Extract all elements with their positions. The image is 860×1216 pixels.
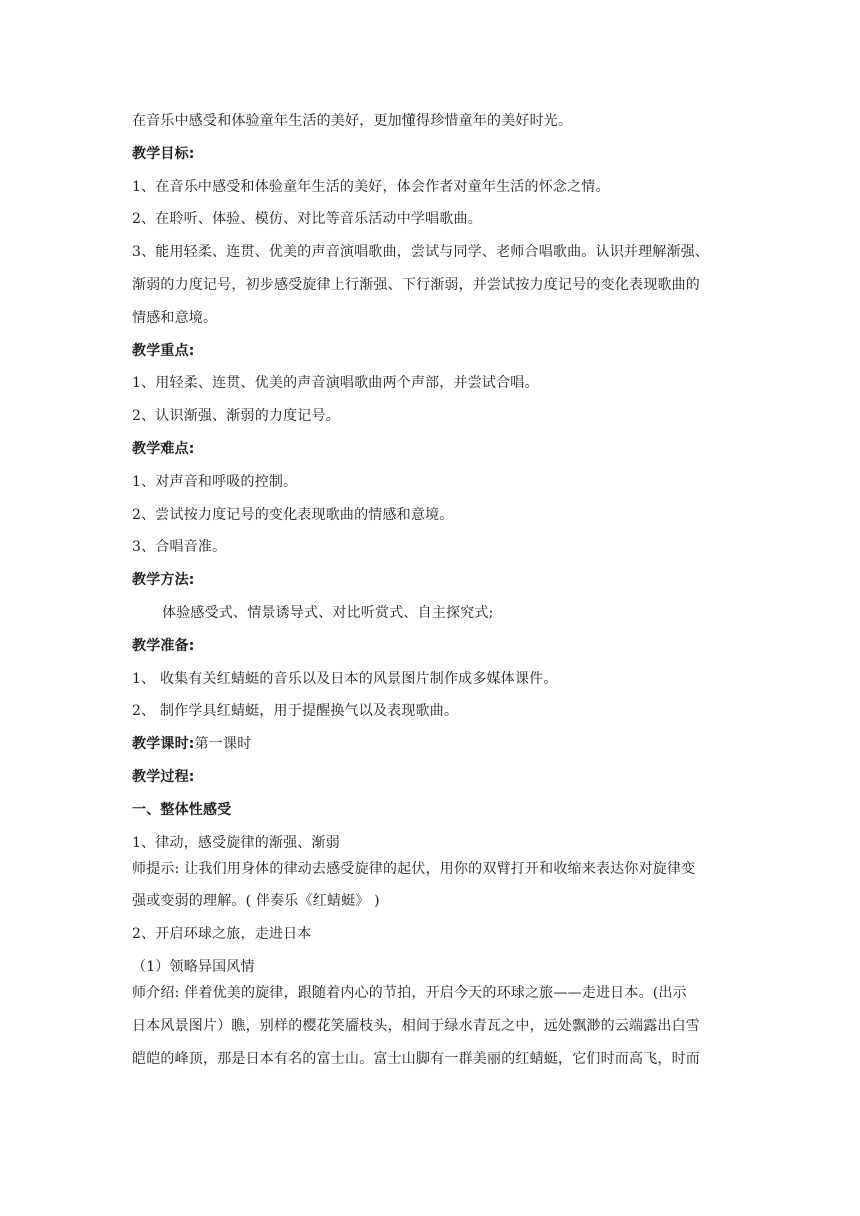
prep-heading: 教学准备:: [132, 637, 195, 654]
intro-text: 在音乐中感受和体验童年生活的美好，更加懂得珍惜童年的美好时光。: [132, 113, 573, 129]
process-heading: 教学过程:: [132, 768, 195, 785]
section-heading: 一、整体性感受: [132, 801, 232, 818]
goal-item: 3、能用轻柔、连贯、优美的声音演唱歌曲，尝试与同学、老师合唱歌曲。认识并理解渐强、: [132, 244, 710, 261]
step-text: 师介绍: 伴着优美的旋律，跟随着内心的节拍，开启今天的环球之旅——走进日本。(出示: [132, 984, 687, 1001]
methods-heading: 教学方法:: [132, 572, 195, 589]
key-point-item: 1、用轻柔、连贯、优美的声音演唱歌曲两个声部，并尝试合唱。: [132, 375, 539, 392]
step-text: 师提示: 让我们用身体的律动去感受旋律的起伏，用你的双臂打开和收缩来表达你对旋律变: [132, 860, 696, 877]
step-text: 日本风景图片）瞧，别样的樱花笑靥枝头，相间于绿水青瓦之中，远处飘渺的云端露出白雪: [132, 1017, 700, 1034]
goal-item: 1、在音乐中感受和体验童年生活的美好，体会作者对童年生活的怀念之情。: [132, 178, 610, 195]
goal-item-continued: 情感和意境。: [132, 309, 218, 326]
difficult-point-item: 2、尝试按力度记号的变化表现歌曲的情感和意境。: [132, 506, 454, 523]
goal-item: 2、在聆听、体验、模仿、对比等音乐活动中学唱歌曲。: [132, 211, 482, 228]
document-page: [132, 110, 732, 1080]
key-points-heading: 教学重点:: [132, 342, 195, 359]
difficult-point-item: 3、合唱音准。: [132, 539, 227, 556]
prep-item: 2、 制作学具红蜻蜓，用于提醒换气以及表现歌曲。: [132, 703, 459, 720]
prep-item: 1、 收集有关红蜻蜓的音乐以及日本的风景图片制作成多媒体课件。: [132, 670, 558, 687]
step-title: 2、开启环球之旅，走进日本: [132, 926, 312, 943]
goal-item-continued: 渐弱的力度记号，初步感受旋律上行渐强、下行渐弱，并尝试按力度记号的变化表现歌曲的: [132, 276, 700, 293]
goals-heading: 教学目标:: [132, 145, 195, 162]
key-point-item: 2、认识渐强、渐弱的力度记号。: [132, 408, 340, 425]
difficult-points-heading: 教学难点:: [132, 440, 195, 457]
step-title: 1、律动，感受旋律的渐强、渐弱: [132, 834, 340, 851]
class-hours-value: 第一课时: [194, 736, 252, 753]
step-text: 强或变弱的理解。( 伴奏乐《红蜻蜓》 ): [132, 893, 380, 910]
methods-text: 体验感受式、情景诱导式、对比听赏式、自主探究式;: [162, 604, 494, 621]
class-hours: [132, 733, 732, 756]
step-subtitle: （1）领略异国风情: [132, 958, 255, 975]
class-hours-label: 教学课时:: [132, 736, 195, 753]
step-text: 皑皑的峰顶，那是日本有名的富士山。富士山脚有一群美丽的红蜻蜓，它们时而高飞，时而: [132, 1050, 700, 1067]
difficult-point-item: 1、对声音和呼吸的控制。: [132, 473, 298, 490]
